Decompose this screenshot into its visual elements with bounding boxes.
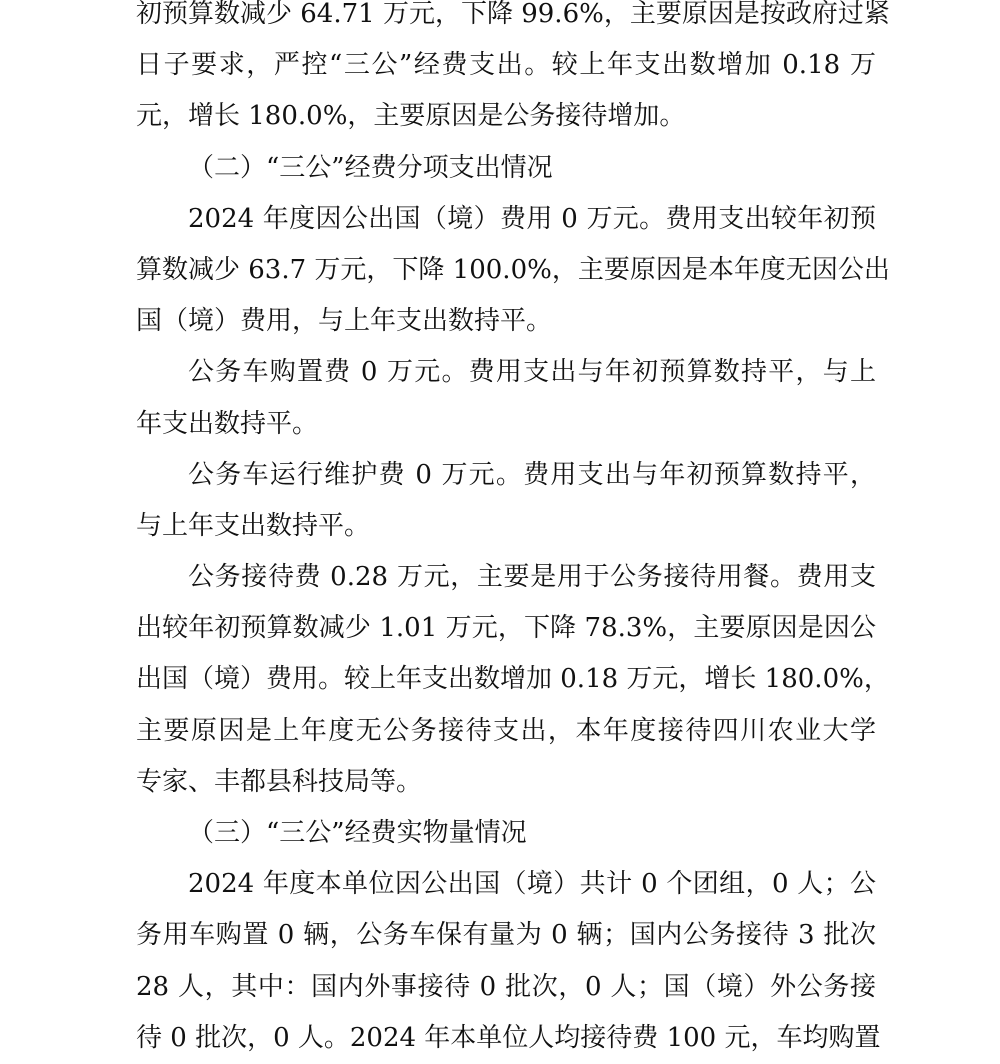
paragraph-budget-summary-continuation: [136, 0, 890, 143]
paragraph-overseas-travel: [136, 194, 890, 348]
text-line: 国（境）费用，与上年支出数持平。: [136, 306, 553, 337]
text-line: 28 人，其中：国内外事接待 0 批次，0 人；国（境）外公务接: [136, 971, 876, 1002]
paragraph-official-reception: [136, 552, 890, 808]
section-heading-itemized-expenses: （二）“三公”经费分项支出情况: [188, 152, 553, 183]
text-line: 年支出数持平。: [136, 408, 319, 439]
text-line: 公务车运行维护费 0 万元。费用支出与年初预算数持平，: [188, 459, 876, 490]
text-line: 专家、丰都县科技局等。: [136, 766, 423, 797]
text-line: 2024 年度因公出国（境）费用 0 万元。费用支出较年初预: [188, 203, 876, 234]
paragraph-vehicle-maintenance: [136, 450, 876, 552]
paragraph-vehicle-purchase: [136, 347, 876, 449]
text-line: 算数减少 63.7 万元，下降 100.0%，主要原因是本年度无因公出: [136, 254, 890, 285]
text-line: 待 0 批次，0 人。2024 年本单位人均接待费 100 元，车均购置: [136, 1022, 881, 1053]
section-heading-physical-quantities: （三）“三公”经费实物量情况: [188, 818, 527, 848]
document-body: [136, 0, 890, 1064]
text-line: 与上年支出数持平。: [136, 510, 371, 541]
text-line: 2024 年度本单位因公出国（境）共计 0 个团组，0 人；公: [188, 869, 876, 900]
text-line: 务用车购置 0 辆，公务车保有量为 0 辆；国内公务接待 3 批次: [136, 920, 876, 951]
paragraph-physical-quantities: [136, 859, 881, 1064]
text-line: 元，增长 180.0%，主要原因是公务接待增加。: [136, 101, 686, 132]
text-line: 主要原因是上年度无公务接待支出，本年度接待四川农业大学: [136, 715, 876, 746]
text-line: 日子要求，严控“三公”经费支出。较上年支出数增加 0.18 万: [136, 50, 876, 81]
text-line: 出国（境）费用。较上年支出数增加 0.18 万元，增长 180.0%，: [136, 664, 890, 695]
text-line: 出较年初预算数减少 1.01 万元，下降 78.3%，主要原因是因公: [136, 613, 876, 644]
text-line: 公务接待费 0.28 万元，主要是用于公务接待用餐。费用支: [188, 562, 876, 593]
text-line: 初预算数减少 64.71 万元，下降 99.6%，主要原因是按政府过紧: [136, 0, 890, 29]
text-line: 公务车购置费 0 万元。费用支出与年初预算数持平，与上: [188, 357, 876, 388]
